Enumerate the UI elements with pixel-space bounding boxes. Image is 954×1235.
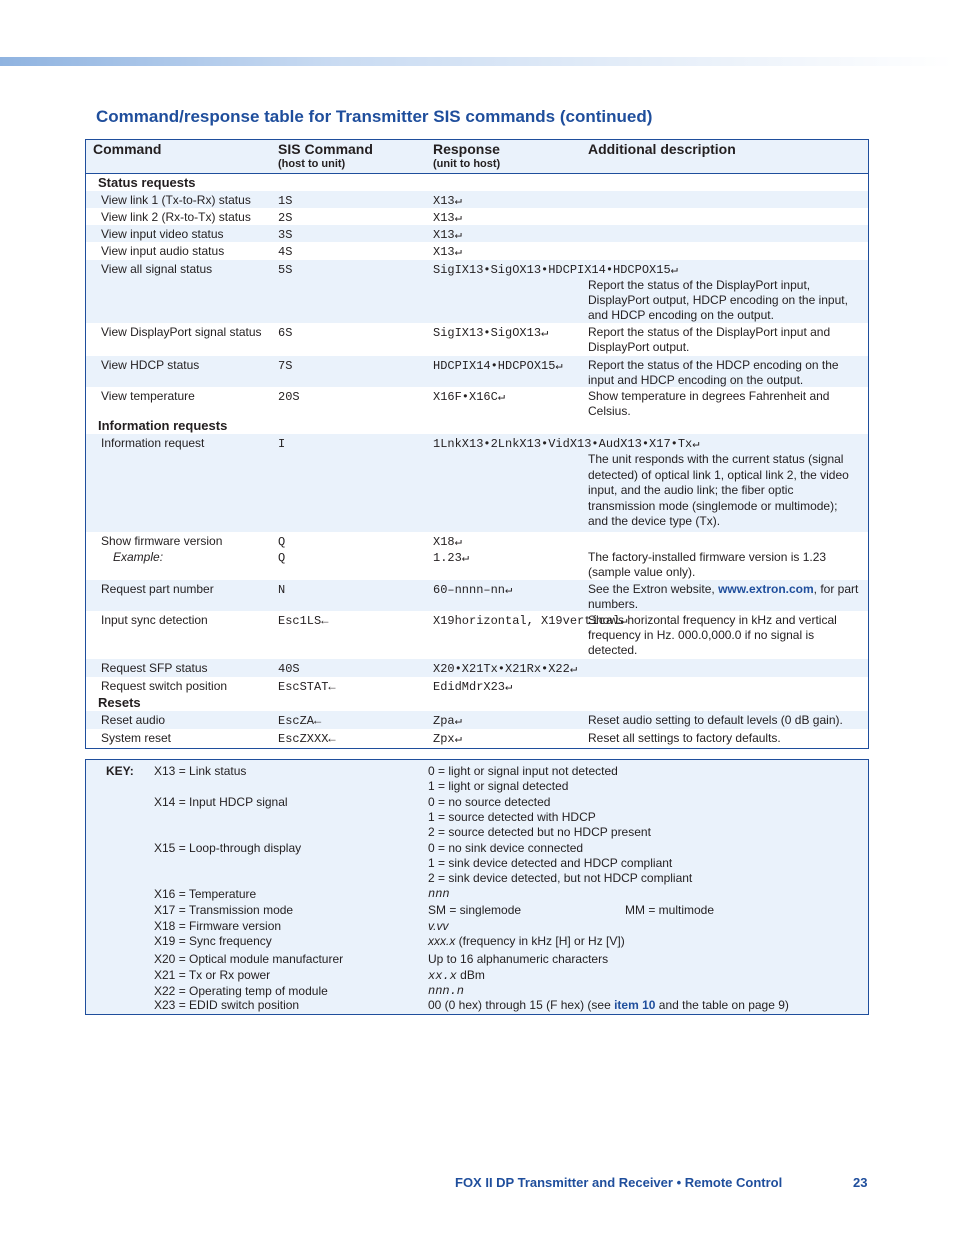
- cell-sis: 20S: [278, 390, 300, 404]
- key-item: X23 = EDID switch position: [154, 998, 300, 1012]
- cell-description: See the Extron website, www.extron.com, for part numbers.: [588, 582, 859, 611]
- cell-response: X13↵: [433, 228, 462, 242]
- cell-command: Request part number: [101, 582, 214, 596]
- cell-response: X16F•X16C↵: [433, 390, 506, 404]
- cell-description: Report the status of the DisplayPort input and DisplayPort output.: [588, 325, 831, 354]
- cell-command: Information request: [101, 436, 205, 450]
- cell-response: SigIX13•SigOX13↵: [433, 326, 549, 340]
- header-response-sub: (unit to host): [433, 158, 501, 170]
- table-row: [86, 208, 868, 225]
- key-value: 0 = no sink device connected: [428, 841, 584, 855]
- cell-command: View input video status: [101, 227, 224, 241]
- key-label: KEY:: [106, 764, 134, 778]
- footer-title: FOX II DP Transmitter and Receiver • Remote Control: [455, 1175, 783, 1190]
- key-value: 0 = light or signal input not detected: [428, 764, 618, 778]
- key-value: xxx.x (frequency in kHz [H] or Hz [V]): [428, 934, 625, 948]
- key-item: X20 = Optical module manufacturer: [154, 952, 344, 966]
- cell-response: X20•X21Tx•X21Rx•X22↵: [433, 662, 578, 676]
- key-value: nnn.n: [428, 984, 465, 998]
- cell-response: X19horizontal, X19vertical↵: [433, 614, 628, 628]
- section-information-requests: Information requests: [86, 417, 868, 434]
- cell-description: Report the status of the HDCP encoding on the input and HDCP encoding on the output.: [588, 358, 839, 387]
- cell-response: X13↵: [433, 211, 462, 225]
- table-row: [86, 323, 868, 356]
- item-10-link[interactable]: item 10: [614, 998, 656, 1012]
- cell-command: View link 2 (Rx-to-Tx) status: [101, 210, 251, 224]
- cell-command: View DisplayPort signal status: [101, 325, 262, 339]
- cell-sis: EscZA←: [278, 714, 322, 728]
- cell-response: 1LnkX13•2LnkX13•VidX13•AudX13•X17•Tx↵: [433, 437, 700, 451]
- key-item: X19 = Sync frequency: [154, 934, 272, 948]
- cell-sis: Esc1LS←: [278, 614, 329, 628]
- key-value: 1 = light or signal detected: [428, 779, 569, 793]
- header-sis: SIS Command: [278, 141, 373, 157]
- cell-description: Shows horizontal frequency in kHz and vertical frequency in Hz. 000.0,000.0 if no signal is detected.: [588, 613, 837, 657]
- cell-sis: 2S: [278, 211, 293, 225]
- cell-response: HDCPIX14•HDCPOX15↵: [433, 359, 563, 373]
- table-row: [86, 191, 868, 208]
- cell-sis: 40S: [278, 662, 300, 676]
- key-item: X17 = Transmission mode: [154, 903, 294, 917]
- cell-command: View input audio status: [101, 244, 225, 258]
- key-value: 0 = no source detected: [428, 795, 551, 809]
- cell-command: Show firmware version: [101, 534, 223, 548]
- command-table: [85, 139, 869, 749]
- cell-command: Reset audio: [101, 713, 166, 727]
- key-value: nnn: [428, 887, 450, 901]
- section-status-requests: Status requests: [86, 174, 868, 191]
- cell-command: View link 1 (Tx-to-Rx) status: [101, 193, 251, 207]
- cell-response: X13↵: [433, 245, 462, 259]
- cell-sis: EscZXXX←: [278, 732, 336, 746]
- table-row: [86, 356, 868, 387]
- cell-command: View temperature: [101, 389, 195, 403]
- key-item: X14 = Input HDCP signal: [154, 795, 288, 809]
- header-additional: Additional description: [588, 141, 736, 157]
- key-item: X15 = Loop-through display: [154, 841, 302, 855]
- cell-response: X13↵: [433, 194, 462, 208]
- key-value: 00 (0 hex) through 15 (F hex) (see item 10 and the table on page 9): [428, 998, 789, 1012]
- cell-response: EdidMdrX23↵: [433, 680, 513, 694]
- cell-command: Input sync detection: [101, 613, 208, 627]
- key-item: X13 = Link status: [154, 764, 247, 778]
- cell-sis: I: [278, 437, 286, 451]
- cell-sis: EscSTAT←: [278, 680, 336, 694]
- key-box: [85, 759, 869, 1015]
- table-header: [86, 140, 868, 174]
- cell-command: View HDCP status: [101, 358, 200, 372]
- cell-sis: 7S: [278, 359, 293, 373]
- cell-description: The unit responds with the current status (signal detected) of optical link 1, optical link 2, the video input, and the audio link; the fiber optic transmission mode (singlemode or multimode); and the device type (Tx).: [588, 452, 849, 528]
- cell-sis: N: [278, 583, 286, 597]
- cell-description: Report the status of the DisplayPort input, DisplayPort output, HDCP encoding on the input, and HDCP encoding on the output.: [588, 278, 848, 322]
- page-number: 23: [853, 1175, 868, 1190]
- cell-command: Request switch position: [101, 679, 228, 693]
- key-item: X21 = Tx or Rx power: [154, 968, 271, 982]
- table-row: [86, 532, 868, 580]
- key-value: v.vv: [428, 919, 449, 933]
- cell-command-example: Example:: [113, 550, 164, 564]
- key-value: SM = singlemode: [428, 903, 522, 917]
- key-item: X22 = Operating temp of module: [154, 984, 328, 998]
- table-row: [86, 260, 868, 323]
- header-sis-sub: (host to unit): [278, 158, 346, 170]
- extron-website-link[interactable]: www.extron.com: [718, 582, 814, 596]
- page-title: Command/response table for Transmitter SIS commands (continued): [96, 107, 653, 126]
- section-resets: Resets: [86, 694, 868, 711]
- cell-description: Reset audio setting to default levels (0 dB gain).: [588, 713, 843, 727]
- cell-command: View all signal status: [101, 262, 213, 276]
- table-row: [86, 677, 868, 694]
- cell-response: Zpx↵: [433, 732, 462, 746]
- cell-response: Zpa↵: [433, 714, 462, 728]
- key-value: Up to 16 alphanumeric characters: [428, 952, 609, 966]
- cell-response: 1.23↵: [433, 551, 470, 565]
- table-row: [86, 225, 868, 242]
- key-value: xx.x dBm: [428, 968, 485, 983]
- cell-sis: 5S: [278, 263, 293, 277]
- cell-description: Show temperature in degrees Fahrenheit and Celsius.: [588, 389, 830, 417]
- cell-sis: Q: [278, 551, 286, 565]
- key-value: 2 = source detected but no HDCP present: [428, 825, 651, 839]
- key-value: 2 = sink device detected, but not HDCP compliant: [428, 871, 693, 885]
- table-row: [86, 659, 868, 677]
- table-row: [86, 729, 868, 748]
- cell-response: X18↵: [433, 535, 462, 549]
- table-row: [86, 242, 868, 260]
- cell-sis: Q: [278, 535, 286, 549]
- key-value: MM = multimode: [625, 903, 715, 917]
- cell-sis: 1S: [278, 194, 293, 208]
- top-accent-bar: [0, 57, 954, 66]
- cell-response: 60–nnnn–nn↵: [433, 583, 513, 597]
- table-row: [86, 580, 868, 611]
- cell-response: SigIX13•SigOX13•HDCPIX14•HDCPOX15↵: [433, 263, 678, 277]
- key-item: X18 = Firmware version: [154, 919, 282, 933]
- header-response: Response: [433, 141, 500, 157]
- cell-command: System reset: [101, 731, 172, 745]
- cell-sis: 6S: [278, 326, 293, 340]
- cell-sis: 4S: [278, 245, 293, 259]
- table-row: [86, 434, 868, 532]
- table-row: [86, 611, 868, 659]
- table-row: [86, 387, 868, 417]
- cell-command: Request SFP status: [101, 661, 208, 675]
- key-value: 1 = source detected with HDCP: [428, 810, 596, 824]
- key-value: 1 = sink device detected and HDCP compliant: [428, 856, 673, 870]
- table-row: [86, 711, 868, 729]
- key-item: X16 = Temperature: [154, 887, 257, 901]
- cell-description: Reset all settings to factory defaults.: [588, 731, 781, 745]
- cell-description: The factory-installed firmware version is 1.23 (sample value only).: [588, 550, 827, 579]
- cell-sis: 3S: [278, 228, 293, 242]
- header-command: Command: [93, 141, 162, 157]
